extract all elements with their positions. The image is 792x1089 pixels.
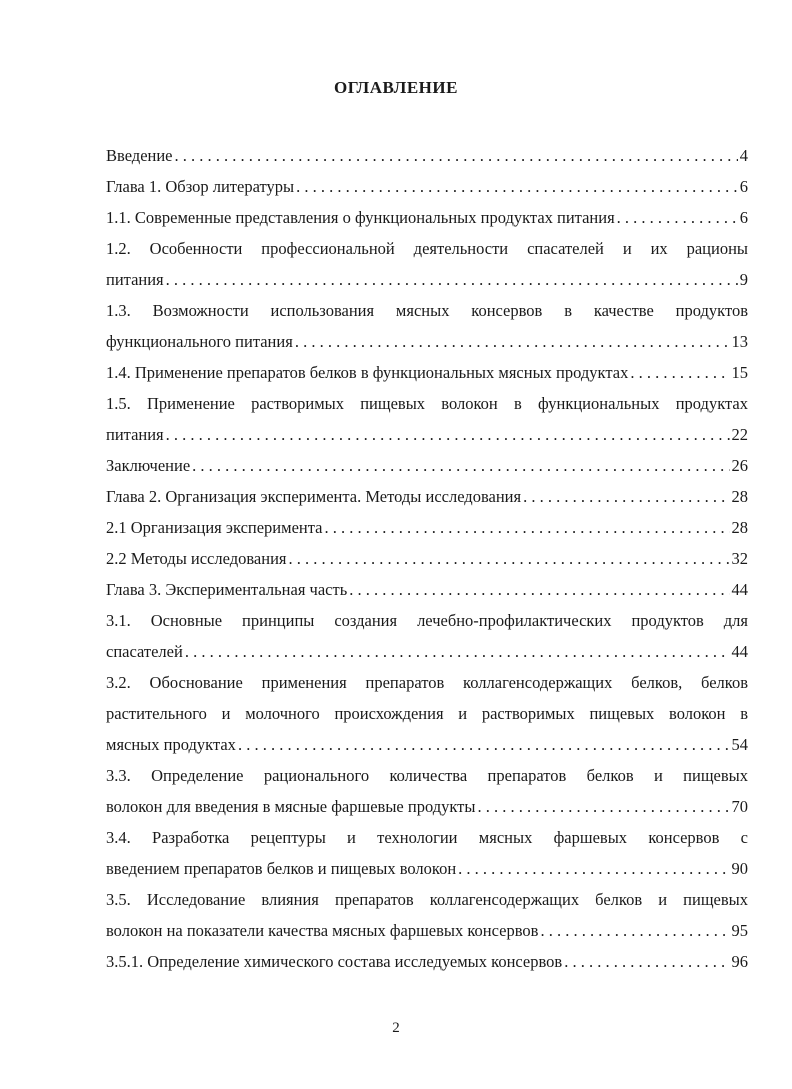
toc-entry[interactable]: [106, 357, 748, 388]
toc-entry-text: введением препаратов белков и пищевых волокон: [106, 859, 457, 878]
toc-entry-text: мясных продуктах: [106, 735, 236, 754]
toc-leader-dots: [296, 171, 738, 202]
toc-entry[interactable]: [106, 171, 748, 202]
toc-entry[interactable]: [106, 729, 748, 760]
page-number: 2: [392, 1020, 400, 1036]
toc-leader-dots: [617, 202, 738, 233]
toc-page-number: 90: [731, 859, 748, 878]
toc-entry-line1: 3.5. Исследование влияния препаратов коллагенсодержащих белков и пищевых: [106, 890, 748, 909]
toc-entry-text: питания: [106, 270, 164, 289]
toc-leader-dots: [458, 853, 729, 884]
toc-leader-dots: [523, 481, 729, 512]
toc-entry[interactable]: [106, 140, 748, 171]
toc-entry-line1: 3.3. Определение рационального количества препаратов белков и пищевых: [106, 766, 748, 785]
toc-entry[interactable]: [106, 481, 748, 512]
toc-leader-dots: [564, 946, 729, 977]
toc-leader-dots: [192, 450, 729, 481]
toc-page-number: 15: [731, 363, 748, 382]
toc-entry-text: Глава 3. Экспериментальная часть: [106, 580, 348, 599]
toc-entry[interactable]: [106, 791, 748, 822]
toc-page-number: 44: [731, 642, 748, 661]
toc-leader-dots: [166, 419, 730, 450]
toc-leader-dots: [630, 357, 729, 388]
toc-entry[interactable]: [106, 946, 748, 977]
table-of-contents: [106, 140, 748, 977]
toc-entry-line1: 1.3. Возможности использования мясных консервов в качестве продуктов: [106, 301, 748, 320]
toc-leader-dots: [166, 264, 738, 295]
toc-entry-line1: 3.1. Основные принципы создания лечебно-профилактических продуктов для: [106, 611, 748, 630]
toc-entry-line2: растительного и молочного происхождения и растворимых пищевых волокон в: [106, 704, 748, 723]
toc-page-number: 95: [731, 921, 748, 940]
toc-page-number: 4: [739, 146, 748, 165]
toc-entry-text: волокон на показатели качества мясных фаршевых консервов: [106, 921, 539, 940]
toc-entry-text: Глава 1. Обзор литературы: [106, 177, 295, 196]
toc-entry[interactable]: [106, 636, 748, 667]
toc-entry-text: питания: [106, 425, 164, 444]
toc-entry-text: волокон для введения в мясные фаршевые продукты: [106, 797, 476, 816]
toc-page-number: 70: [731, 797, 748, 816]
toc-entry[interactable]: [106, 512, 748, 543]
toc-entry[interactable]: [106, 450, 748, 481]
toc-page-number: 32: [731, 549, 748, 568]
toc-entry[interactable]: [106, 853, 748, 884]
toc-entry-text: 1.4. Применение препаратов белков в функциональных мясных продуктах: [106, 363, 629, 382]
toc-entry-text: спасателей: [106, 642, 183, 661]
toc-entry-line1: 3.2. Обоснование применения препаратов коллагенсодержащих белков, белков: [106, 673, 748, 692]
toc-page-number: 6: [739, 177, 748, 196]
toc-entry[interactable]: [106, 264, 748, 295]
toc-entry[interactable]: [106, 326, 748, 357]
toc-leader-dots: [289, 543, 730, 574]
toc-entry-text: 2.1 Организация эксперимента: [106, 518, 323, 537]
toc-leader-dots: [540, 915, 729, 946]
toc-leader-dots: [185, 636, 730, 667]
toc-page-number: 6: [739, 208, 748, 227]
toc-entry-text: 3.5.1. Определение химического состава исследуемых консервов: [106, 952, 563, 971]
toc-entry[interactable]: [106, 574, 748, 605]
toc-entry-text: Введение: [106, 146, 173, 165]
toc-page-number: 54: [731, 735, 748, 754]
toc-entry-line1: 1.5. Применение растворимых пищевых волокон в функциональных продуктах: [106, 394, 748, 413]
toc-leader-dots: [238, 729, 730, 760]
toc-entry-text: Заключение: [106, 456, 191, 475]
toc-entry-text: функционального питания: [106, 332, 293, 351]
toc-entry[interactable]: [106, 202, 748, 233]
page-title: ОГЛАВЛЕНИЕ: [334, 78, 458, 97]
toc-page-number: 28: [731, 518, 748, 537]
toc-leader-dots: [349, 574, 729, 605]
toc-entry-text: Глава 2. Организация эксперимента. Методы исследования: [106, 487, 522, 506]
toc-leader-dots: [295, 326, 730, 357]
toc-entry[interactable]: [106, 915, 748, 946]
toc-page-number: 44: [731, 580, 748, 599]
toc-page-number: 9: [739, 270, 748, 289]
toc-entry-line1: 3.4. Разработка рецептуры и технологии мясных фаршевых консервов с: [106, 828, 748, 847]
toc-entry[interactable]: [106, 419, 748, 450]
toc-page-number: 96: [731, 952, 748, 971]
toc-entry-line1: 1.2. Особенности профессиональной деятельности спасателей и их рационы: [106, 239, 748, 258]
toc-page-number: 13: [731, 332, 748, 351]
toc-page-number: 28: [731, 487, 748, 506]
toc-leader-dots: [477, 791, 729, 822]
toc-entry-text: 2.2 Методы исследования: [106, 549, 287, 568]
toc-leader-dots: [175, 140, 738, 171]
toc-entry[interactable]: [106, 543, 748, 574]
toc-page-number: 22: [731, 425, 748, 444]
toc-leader-dots: [324, 512, 729, 543]
toc-entry-text: 1.1. Современные представления о функциональных продуктах питания: [106, 208, 615, 227]
toc-page-number: 26: [731, 456, 748, 475]
